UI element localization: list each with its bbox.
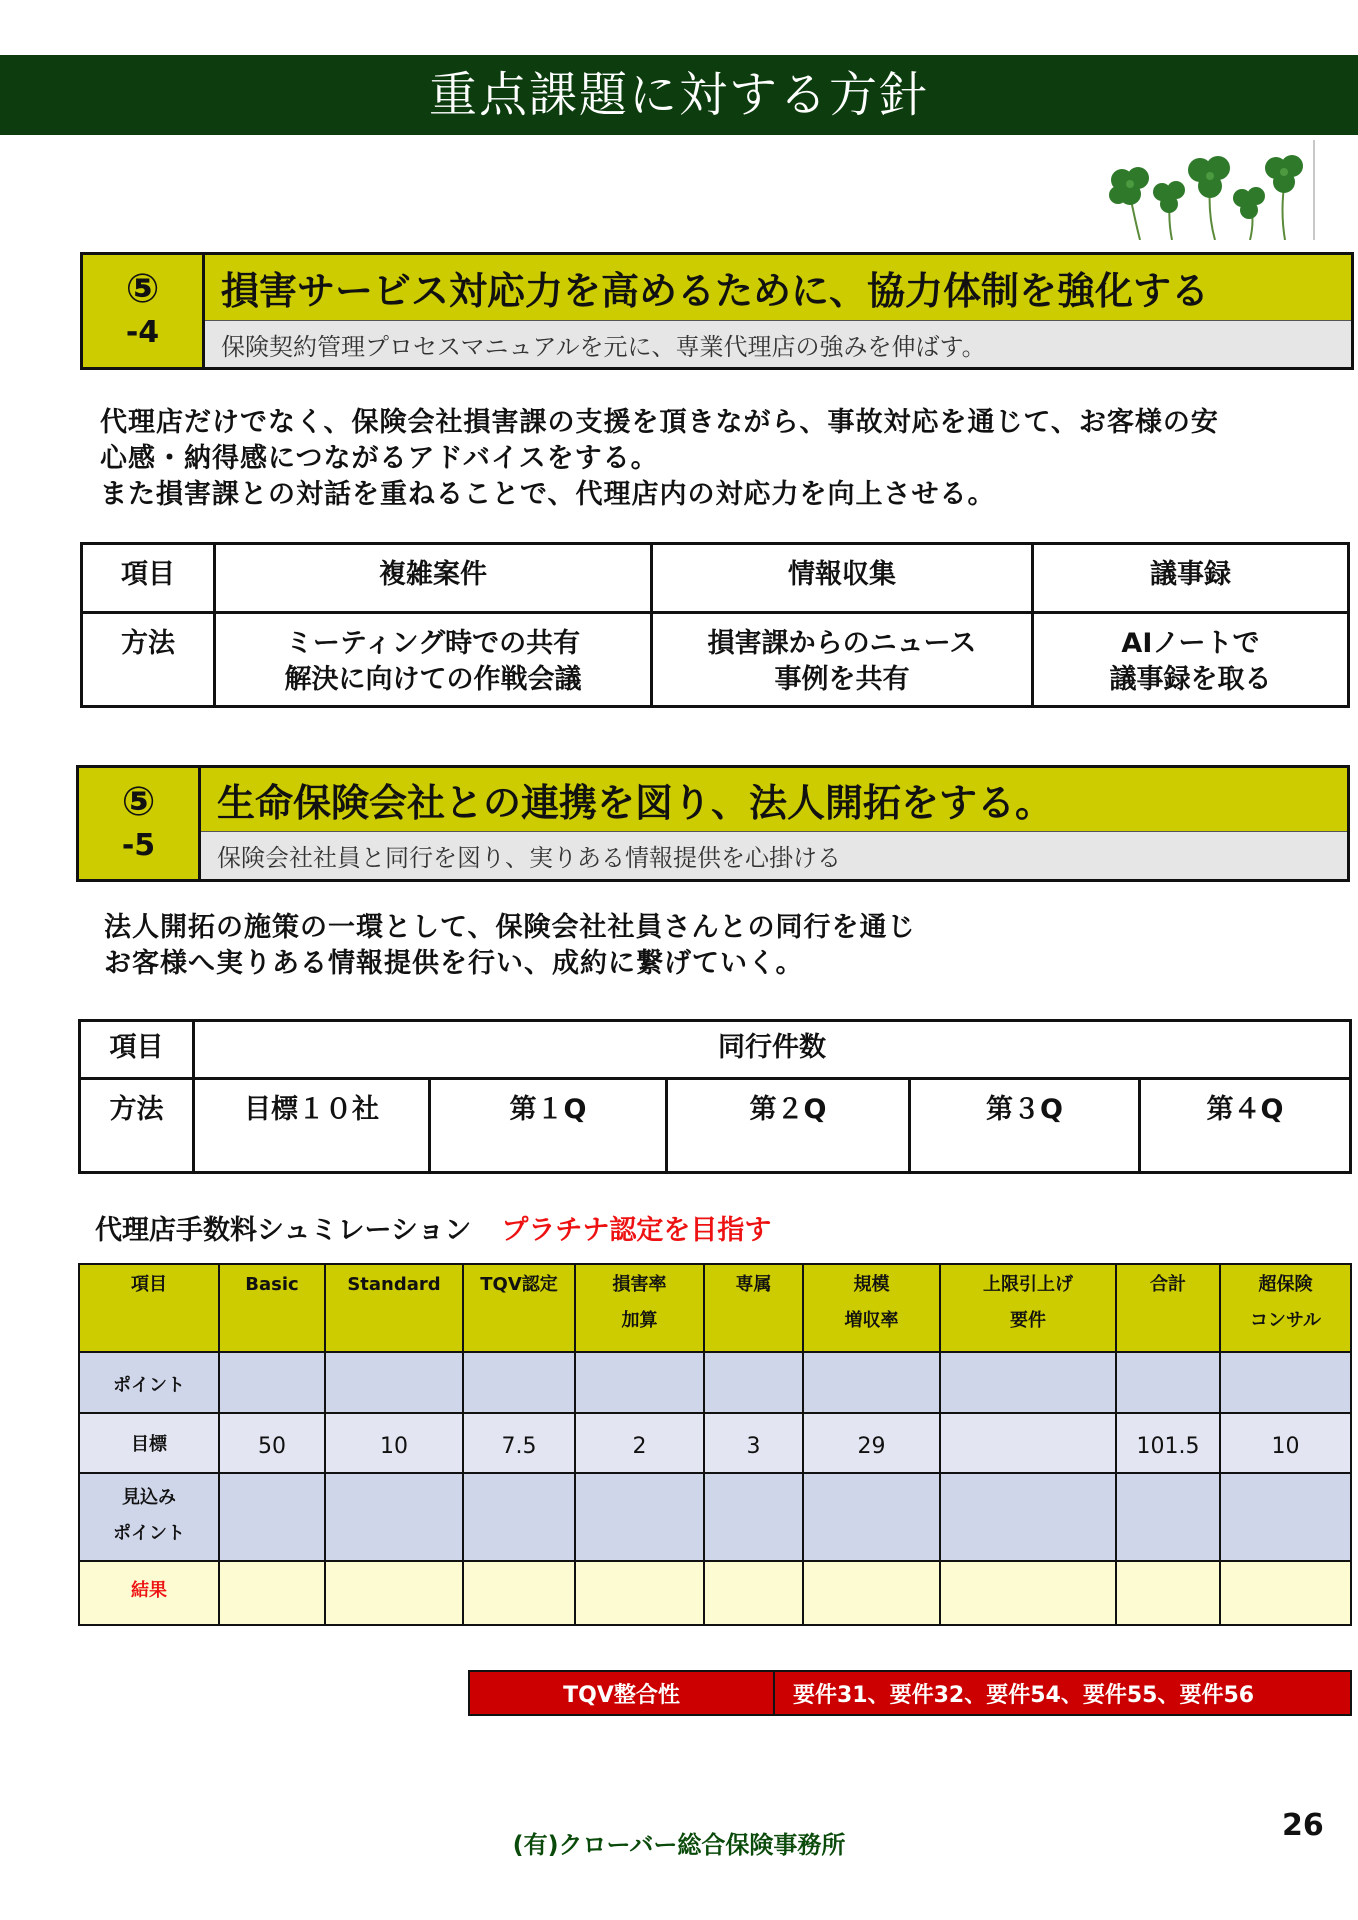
table-cell bbox=[463, 1473, 575, 1561]
table-cell: 複雑案件 bbox=[215, 544, 652, 613]
header-line: 損害率 bbox=[612, 1274, 667, 1295]
header-line: 上限引上げ bbox=[983, 1274, 1073, 1295]
section1-body-line: また損害課との対話を重ねることで、代理店内の対応力を向上させる。 bbox=[100, 479, 996, 510]
table-cell bbox=[704, 1352, 803, 1413]
row-label: ポイント bbox=[79, 1352, 219, 1413]
cell-line: 議事録を取る bbox=[1109, 664, 1272, 695]
table-row bbox=[82, 613, 1349, 707]
table-cell bbox=[219, 1352, 325, 1413]
table-row bbox=[79, 1352, 1351, 1413]
simulation-title bbox=[95, 1208, 771, 1247]
table-cell bbox=[1116, 1473, 1220, 1561]
table-row bbox=[82, 544, 1349, 613]
section2-title: 生命保険会社との連携を図り、法人開拓をする。 bbox=[201, 768, 1347, 832]
table-cell bbox=[803, 1561, 940, 1625]
title-banner bbox=[0, 55, 1358, 135]
section2-number-sub: -5 bbox=[121, 827, 156, 863]
cell-line: 事例を共有 bbox=[774, 664, 910, 695]
table-cell: 2 bbox=[575, 1413, 704, 1473]
table-cell bbox=[940, 1561, 1116, 1625]
section1-body-line: 心感・納得感につながるアドバイスをする。 bbox=[100, 443, 659, 474]
section1-subtitle: 保険契約管理プロセスマニュアルを元に、専業代理店の強みを伸ばす。 bbox=[205, 321, 1351, 367]
table-cell bbox=[803, 1473, 940, 1561]
section1-body-line: 代理店だけでなく、保険会社損害課の支援を頂きながら、事故対応を通じて、お客様の安 bbox=[100, 407, 1219, 438]
row-label: 結果 bbox=[79, 1561, 219, 1625]
section1-body bbox=[100, 405, 1219, 513]
row-label: 目標 bbox=[79, 1413, 219, 1473]
table-cell bbox=[463, 1352, 575, 1413]
section1-number-circle: ⑤ bbox=[125, 266, 160, 312]
table-cell: 同行件数 bbox=[194, 1021, 1351, 1079]
table-cell bbox=[704, 1561, 803, 1625]
section2-subtitle: 保険会社社員と同行を図り、実りある情報提供を心掛ける bbox=[201, 832, 1347, 879]
clover-svg bbox=[1090, 140, 1313, 240]
table-cell bbox=[463, 1561, 575, 1625]
footer-company: (有)クローバー総合保険事務所 bbox=[512, 1831, 846, 1859]
table-header-cell bbox=[325, 1264, 463, 1352]
table-cell bbox=[219, 1473, 325, 1561]
section1-title: 損害サービス対応力を高めるために、協力体制を強化する bbox=[205, 255, 1351, 321]
table-cell: 第２Q bbox=[667, 1079, 910, 1173]
table-cell: 第４Q bbox=[1140, 1079, 1351, 1173]
table-cell bbox=[1033, 613, 1349, 707]
page-number: 26 bbox=[1282, 1808, 1324, 1843]
table-cell: 50 bbox=[219, 1413, 325, 1473]
table-header-cell bbox=[940, 1264, 1116, 1352]
section2-body-line: お客様へ実りある情報提供を行い、成約に繋げていく。 bbox=[104, 948, 804, 979]
section2-body-line: 法人開拓の施策の一環として、保険会社社員さんとの同行を通じ bbox=[104, 912, 916, 943]
table-header-cell bbox=[79, 1264, 219, 1352]
table-cell bbox=[704, 1473, 803, 1561]
table-cell bbox=[325, 1561, 463, 1625]
header-line: 加算 bbox=[621, 1310, 658, 1331]
table-cell: 方法 bbox=[80, 1079, 194, 1173]
simulation-table bbox=[78, 1263, 1352, 1626]
table-cell bbox=[219, 1561, 325, 1625]
table-cell bbox=[575, 1561, 704, 1625]
table-cell: 項目 bbox=[80, 1021, 194, 1079]
table-cell: 第３Q bbox=[910, 1079, 1140, 1173]
cell-line: 解決に向けての作戦会議 bbox=[284, 664, 582, 695]
tqv-compliance-bar bbox=[468, 1670, 1352, 1716]
table-row bbox=[79, 1561, 1351, 1625]
simulation-title-text: 代理店手数料シュミレーション bbox=[95, 1215, 472, 1246]
table-cell: 目標１０社 bbox=[194, 1079, 430, 1173]
table-cell: 議事録 bbox=[1033, 544, 1349, 613]
table-cell bbox=[325, 1473, 463, 1561]
simulation-highlight: プラチナ認定を目指す bbox=[501, 1215, 772, 1246]
table-row bbox=[79, 1264, 1351, 1352]
table-cell: 10 bbox=[1220, 1413, 1351, 1473]
table-row bbox=[80, 1021, 1351, 1079]
section1-header bbox=[80, 252, 1354, 370]
section2-number bbox=[79, 768, 201, 879]
table-header-cell bbox=[575, 1264, 704, 1352]
cell-line: 損害課からのニュース bbox=[707, 628, 977, 659]
table-cell bbox=[940, 1413, 1116, 1473]
table-header-cell bbox=[803, 1264, 940, 1352]
table-cell: 29 bbox=[803, 1413, 940, 1473]
cell-line: AIノートで bbox=[1121, 628, 1260, 659]
header-line: TQV認定 bbox=[480, 1274, 558, 1295]
table-cell bbox=[575, 1473, 704, 1561]
section2-body bbox=[104, 910, 915, 982]
section1-table bbox=[80, 542, 1350, 708]
table-cell bbox=[1116, 1561, 1220, 1625]
table-cell bbox=[575, 1352, 704, 1413]
page-title: 重点課題に対する方針 bbox=[428, 67, 929, 123]
table-cell bbox=[652, 613, 1033, 707]
header-line: 要件 bbox=[1010, 1310, 1046, 1331]
header-line: 項目 bbox=[131, 1274, 167, 1295]
header-line: 合計 bbox=[1150, 1274, 1186, 1295]
table-cell: 10 bbox=[325, 1413, 463, 1473]
table-header-cell bbox=[463, 1264, 575, 1352]
table-cell: 7.5 bbox=[463, 1413, 575, 1473]
table-cell bbox=[215, 613, 652, 707]
table-cell bbox=[1220, 1561, 1351, 1625]
table-cell bbox=[803, 1352, 940, 1413]
table-cell: 第１Q bbox=[430, 1079, 667, 1173]
table-cell: 方法 bbox=[82, 613, 215, 707]
table-header-cell bbox=[1220, 1264, 1351, 1352]
table-header-cell bbox=[219, 1264, 325, 1352]
section2-table bbox=[78, 1019, 1352, 1174]
header-line: Basic bbox=[245, 1274, 299, 1295]
header-line: コンサル bbox=[1249, 1310, 1322, 1331]
row-label bbox=[79, 1473, 219, 1561]
clover-leaves-icon bbox=[1090, 140, 1315, 240]
header-line: 規模 bbox=[853, 1274, 890, 1295]
table-cell bbox=[1220, 1473, 1351, 1561]
table-cell bbox=[1116, 1352, 1220, 1413]
table-header-cell bbox=[1116, 1264, 1220, 1352]
table-header-cell bbox=[704, 1264, 803, 1352]
table-cell: 情報収集 bbox=[652, 544, 1033, 613]
cell-line: ミーティング時での共有 bbox=[285, 628, 581, 659]
section1-number-sub: -4 bbox=[125, 315, 160, 350]
table-cell bbox=[940, 1473, 1116, 1561]
table-cell bbox=[325, 1352, 463, 1413]
table-cell: 3 bbox=[704, 1413, 803, 1473]
table-row bbox=[79, 1473, 1351, 1561]
section1-number bbox=[83, 255, 205, 367]
table-row bbox=[80, 1079, 1351, 1173]
table-cell bbox=[1220, 1352, 1351, 1413]
tqv-label: TQV整合性 bbox=[470, 1672, 775, 1714]
header-line: 超保険 bbox=[1258, 1274, 1313, 1295]
table-cell: 101.5 bbox=[1116, 1413, 1220, 1473]
row-label-line: 見込み bbox=[122, 1487, 176, 1508]
header-line: Standard bbox=[347, 1274, 441, 1295]
row-label-line: ポイント bbox=[113, 1523, 185, 1544]
table-row bbox=[79, 1413, 1351, 1473]
header-line: 増収率 bbox=[844, 1310, 899, 1331]
header-line: 専属 bbox=[735, 1274, 772, 1295]
table-cell bbox=[940, 1352, 1116, 1413]
section2-number-circle: ⑤ bbox=[121, 778, 156, 825]
tqv-value: 要件31、要件32、要件54、要件55、要件56 bbox=[793, 1682, 1255, 1708]
table-cell: 項目 bbox=[82, 544, 215, 613]
section2-header bbox=[76, 765, 1350, 882]
